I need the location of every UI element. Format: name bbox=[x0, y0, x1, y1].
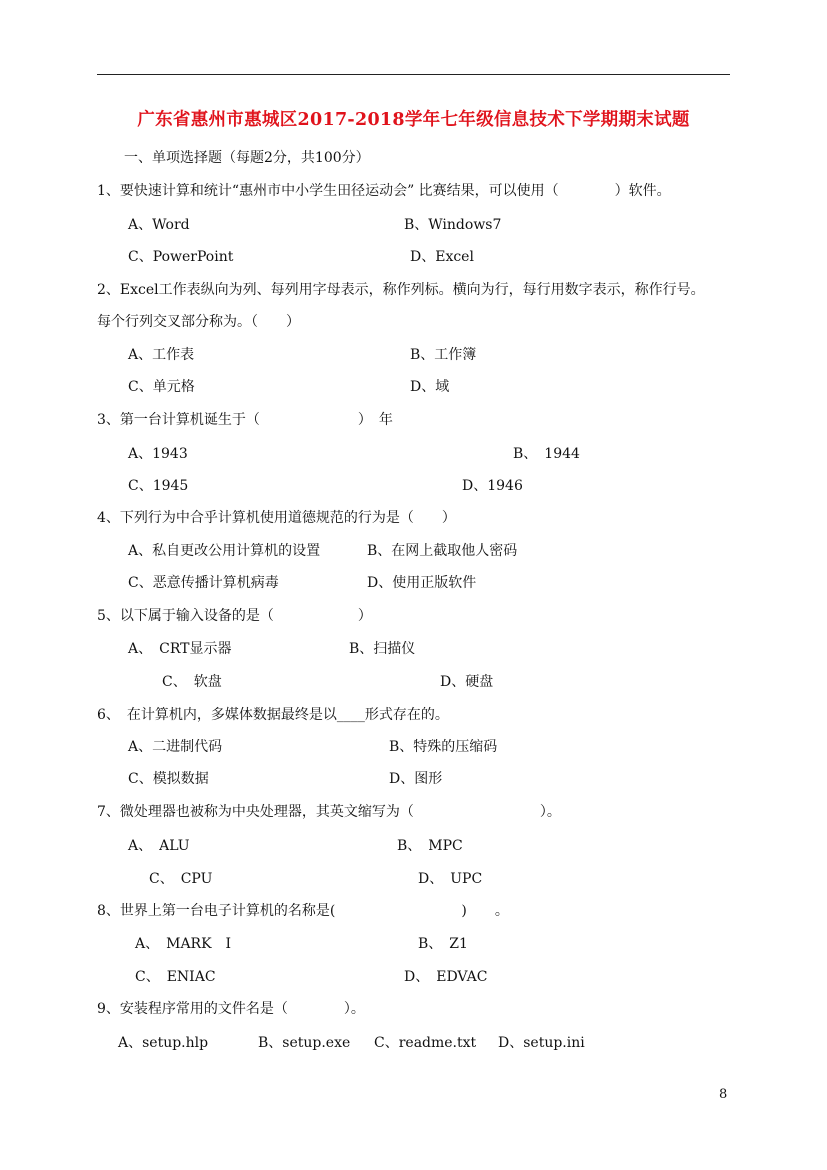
q3-option-c: C、1945 bbox=[128, 478, 189, 494]
q5-option-b: B、扫描仪 bbox=[349, 641, 416, 657]
question-2-stem-line2: 每个行列交叉部分称为。（ ） bbox=[97, 314, 300, 330]
question-3-stem: 3、第一台计算机诞生于（ ） 年 bbox=[97, 412, 393, 428]
q2-option-a: A、工作表 bbox=[128, 347, 195, 363]
q4-option-a: A、私自更改公用计算机的设置 bbox=[128, 543, 321, 559]
q1-option-d: D、Excel bbox=[410, 249, 474, 265]
q4-option-d: D、使用正版软件 bbox=[367, 575, 477, 591]
q7-option-c: C、 CPU bbox=[149, 871, 213, 887]
q5-option-c: C、 软盘 bbox=[162, 674, 222, 690]
q4-option-b: B、在网上截取他人密码 bbox=[367, 543, 518, 559]
question-4-stem: 4、下列行为中合乎计算机使用道德规范的行为是（ ） bbox=[97, 510, 456, 526]
q3-option-b: B、 1944 bbox=[513, 446, 580, 462]
q7-option-d: D、 UPC bbox=[418, 871, 483, 887]
q3-option-a: A、1943 bbox=[128, 446, 188, 462]
q5-option-d: D、硬盘 bbox=[440, 674, 494, 690]
q6-option-b: B、特殊的压缩码 bbox=[389, 739, 498, 755]
question-9-stem: 9、安装程序常用的文件名是（ ）。 bbox=[97, 1001, 365, 1017]
q5-option-a: A、 CRT显示器 bbox=[128, 641, 232, 657]
q6-option-d: D、图形 bbox=[389, 771, 443, 787]
q1-option-a: A、Word bbox=[128, 217, 190, 233]
q8-option-c: C、 ENIAC bbox=[135, 969, 216, 985]
question-5-stem: 5、以下属于输入设备的是（ ） bbox=[97, 608, 372, 624]
page-number: 8 bbox=[719, 1087, 728, 1102]
q2-option-d: D、域 bbox=[410, 379, 450, 395]
q3-option-d: D、1946 bbox=[462, 478, 523, 494]
q1-option-b: B、Windows7 bbox=[404, 217, 502, 233]
q4-option-c: C、恶意传播计算机病毒 bbox=[128, 575, 279, 591]
section-heading: 一、单项选择题（每题2分，共100分） bbox=[124, 150, 370, 166]
q9-option-a: A、setup.hlp bbox=[118, 1035, 209, 1051]
q8-option-b: B、 Z1 bbox=[418, 936, 468, 952]
q7-option-a: A、 ALU bbox=[128, 838, 190, 854]
q9-option-d: D、setup.ini bbox=[498, 1035, 585, 1051]
q9-option-c: C、readme.txt bbox=[374, 1035, 477, 1051]
question-6-stem: 6、 在计算机内，多媒体数据最终是以____形式存在的。 bbox=[97, 707, 449, 723]
q9-option-b: B、setup.exe bbox=[258, 1035, 351, 1051]
q1-option-c: C、PowerPoint bbox=[128, 249, 234, 265]
q2-option-b: B、工作簿 bbox=[410, 347, 477, 363]
q7-option-b: B、 MPC bbox=[397, 838, 463, 854]
question-7-stem: 7、微处理器也被称为中央处理器，其英文缩写为（ ）。 bbox=[97, 804, 561, 820]
q6-option-a: A、二进制代码 bbox=[128, 739, 223, 755]
q2-option-c: C、单元格 bbox=[128, 379, 195, 395]
q8-option-a: A、 MARK I bbox=[135, 936, 232, 952]
q8-option-d: D、 EDVAC bbox=[404, 969, 488, 985]
q6-option-c: C、模拟数据 bbox=[128, 771, 209, 787]
question-8-stem: 8、世界上第一台电子计算机的名称是( ) 。 bbox=[97, 903, 509, 919]
page-title: 广东省惠州市惠城区2017-2018学年七年级信息技术下学期期末试题 bbox=[137, 110, 690, 130]
header-rule bbox=[97, 74, 730, 75]
question-2-stem: 2、Excel工作表纵向为列、每列用字母表示，称作列标。横向为行，每行用数字表示，称作行号。 bbox=[97, 282, 705, 298]
question-1-stem: 1、要快速计算和统计“惠州市中小学生田径运动会” 比赛结果，可以使用（ ）软件。 bbox=[97, 183, 671, 199]
